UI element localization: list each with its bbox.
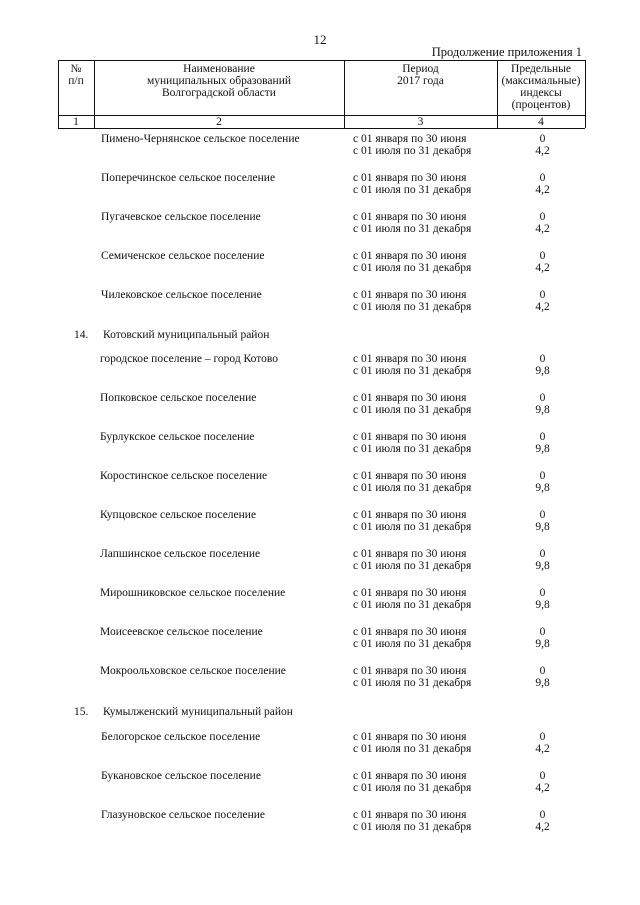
index-first-half: 0 bbox=[539, 392, 546, 404]
period-second-half: с 01 июля по 31 декабря bbox=[353, 223, 472, 235]
period-second-half: с 01 июля по 31 декабря bbox=[353, 677, 472, 689]
period-second-half: с 01 июля по 31 декабря bbox=[353, 443, 472, 455]
index-second-half: 4,2 bbox=[535, 262, 550, 274]
index-first-half: 0 bbox=[539, 731, 546, 743]
period-first-half: с 01 января по 30 июня bbox=[353, 470, 467, 482]
index-first-half: 0 bbox=[539, 353, 546, 365]
settlement-name: Семиченское сельское поселение bbox=[101, 250, 265, 262]
index-first-half: 0 bbox=[539, 587, 546, 599]
period-second-half: с 01 июля по 31 декабря bbox=[353, 599, 472, 611]
period-first-half: с 01 января по 30 июня bbox=[353, 770, 467, 782]
index-second-half: 4,2 bbox=[535, 145, 550, 157]
period-first-half: с 01 января по 30 июня bbox=[353, 509, 467, 521]
index-first-half: 0 bbox=[539, 211, 546, 223]
settlement-name: Букановское сельское поселение bbox=[101, 770, 261, 782]
header-col-name: Наименование муниципальных образований Волгоградской области bbox=[146, 63, 292, 99]
header-top-rule bbox=[58, 60, 585, 61]
index-second-half: 9,8 bbox=[535, 599, 550, 611]
period-second-half: с 01 июля по 31 декабря bbox=[353, 482, 472, 494]
header-num-3: 3 bbox=[417, 116, 424, 128]
settlement-name: Коростинское сельское поселение bbox=[100, 470, 268, 482]
period-first-half: с 01 января по 30 июня bbox=[353, 809, 467, 821]
index-second-half: 4,2 bbox=[535, 782, 550, 794]
period-first-half: с 01 января по 30 июня bbox=[353, 587, 467, 599]
period-second-half: с 01 июля по 31 декабря bbox=[353, 560, 472, 572]
settlement-name: Белогорское сельское поселение bbox=[101, 731, 261, 743]
index-first-half: 0 bbox=[539, 470, 546, 482]
index-first-half: 0 bbox=[539, 770, 546, 782]
index-first-half: 0 bbox=[539, 289, 546, 301]
index-second-half: 9,8 bbox=[535, 521, 550, 533]
header-num-1: 1 bbox=[73, 116, 79, 128]
period-first-half: с 01 января по 30 июня bbox=[353, 431, 467, 443]
settlement-name: Мирошниковское сельское поселение bbox=[100, 587, 286, 599]
index-first-half: 0 bbox=[539, 431, 546, 443]
period-second-half: с 01 июля по 31 декабря bbox=[353, 521, 472, 533]
period-first-half: с 01 января по 30 июня bbox=[353, 133, 467, 145]
period-second-half: с 01 июля по 31 декабря bbox=[353, 743, 472, 755]
header-num-2: 2 bbox=[216, 116, 222, 128]
period-second-half: с 01 июля по 31 декабря bbox=[353, 262, 472, 274]
settlement-name: Глазуновское сельское поселение bbox=[101, 809, 266, 821]
index-second-half: 9,8 bbox=[535, 365, 550, 377]
index-second-half: 9,8 bbox=[535, 482, 550, 494]
settlement-name: Лапшинское сельское поселение bbox=[100, 548, 261, 560]
period-first-half: с 01 января по 30 июня bbox=[353, 665, 467, 677]
period-second-half: с 01 июля по 31 декабря bbox=[353, 301, 472, 313]
index-first-half: 0 bbox=[539, 665, 546, 677]
district-name: Котовский муниципальный район bbox=[103, 329, 270, 341]
header-num-4: 4 bbox=[538, 116, 544, 128]
period-first-half: с 01 января по 30 июня bbox=[353, 731, 467, 743]
district-number: 14. bbox=[74, 329, 89, 341]
period-first-half: с 01 января по 30 июня bbox=[353, 353, 467, 365]
district-number: 15. bbox=[74, 706, 89, 718]
period-second-half: с 01 июля по 31 декабря bbox=[353, 404, 472, 416]
settlement-name: городское поселение – город Котово bbox=[100, 353, 278, 365]
settlement-name: Мокроольховское сельское поселение bbox=[100, 665, 286, 677]
period-first-half: с 01 января по 30 июня bbox=[353, 172, 467, 184]
index-first-half: 0 bbox=[539, 172, 546, 184]
settlement-name: Моисеевское сельское поселение bbox=[100, 626, 263, 638]
index-first-half: 0 bbox=[539, 509, 546, 521]
index-first-half: 0 bbox=[539, 548, 546, 560]
index-second-half: 4,2 bbox=[535, 223, 550, 235]
header-bottom-rule bbox=[58, 128, 585, 129]
period-first-half: с 01 января по 30 июня bbox=[353, 626, 467, 638]
period-first-half: с 01 января по 30 июня bbox=[353, 392, 467, 404]
period-second-half: с 01 июля по 31 декабря bbox=[353, 184, 472, 196]
index-second-half: 4,2 bbox=[535, 301, 550, 313]
index-second-half: 9,8 bbox=[535, 677, 550, 689]
settlement-name: Пимено-Чернянское сельское поселение bbox=[101, 133, 300, 145]
index-second-half: 9,8 bbox=[535, 638, 550, 650]
index-second-half: 4,2 bbox=[535, 184, 550, 196]
index-second-half: 4,2 bbox=[535, 821, 550, 833]
header-col-period: Период 2017 года bbox=[397, 63, 444, 87]
period-first-half: с 01 января по 30 июня bbox=[353, 211, 467, 223]
period-first-half: с 01 января по 30 июня bbox=[353, 250, 467, 262]
header-col-number: № п/п bbox=[68, 63, 84, 87]
index-second-half: 9,8 bbox=[535, 560, 550, 572]
period-second-half: с 01 июля по 31 декабря bbox=[353, 365, 472, 377]
index-first-half: 0 bbox=[539, 133, 546, 145]
period-second-half: с 01 июля по 31 декабря bbox=[353, 782, 472, 794]
period-first-half: с 01 января по 30 июня bbox=[353, 548, 467, 560]
index-first-half: 0 bbox=[539, 626, 546, 638]
continuation-label: Продолжение приложения 1 bbox=[431, 45, 582, 59]
period-second-half: с 01 июля по 31 декабря bbox=[353, 821, 472, 833]
index-first-half: 0 bbox=[539, 250, 546, 262]
index-second-half: 4,2 bbox=[535, 743, 550, 755]
settlement-name: Поперечинское сельское поселение bbox=[101, 172, 276, 184]
index-second-half: 9,8 bbox=[535, 404, 550, 416]
district-name: Кумылженский муниципальный район bbox=[103, 706, 293, 718]
page-number: 12 bbox=[313, 32, 327, 47]
period-first-half: с 01 января по 30 июня bbox=[353, 289, 467, 301]
settlement-name: Пугачевское сельское поселение bbox=[101, 211, 261, 223]
settlement-name: Бурлукское сельское поселение bbox=[100, 431, 255, 443]
index-second-half: 9,8 bbox=[535, 443, 550, 455]
period-second-half: с 01 июля по 31 декабря bbox=[353, 638, 472, 650]
period-second-half: с 01 июля по 31 декабря bbox=[353, 145, 472, 157]
settlement-name: Чилековское сельское поселение bbox=[101, 289, 262, 301]
header-col-index: Предельные (максимальные) индексы (процентов) bbox=[501, 63, 581, 111]
index-first-half: 0 bbox=[539, 809, 546, 821]
settlement-name: Попковское сельское поселение bbox=[100, 392, 257, 404]
header-border-right bbox=[585, 60, 586, 128]
settlement-name: Купцовское сельское поселение bbox=[100, 509, 257, 521]
